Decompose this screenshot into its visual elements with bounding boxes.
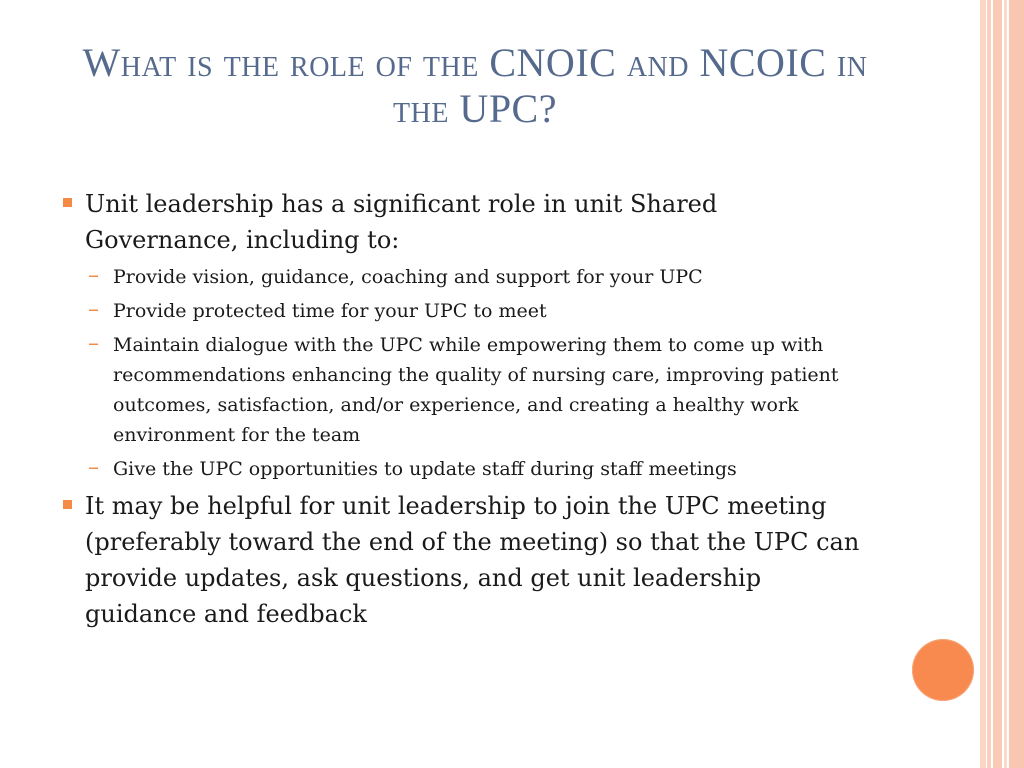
dash-bullet-icon: – [88,263,99,288]
sub-bullet-item [60,330,860,450]
sub-bullet-item [60,262,860,292]
decorative-stripe [980,0,986,768]
decorative-stripe [1004,0,1007,768]
dash-bullet-icon: – [88,455,99,480]
sub-bullet-item [60,454,860,484]
dash-bullet-icon: – [88,297,99,322]
decorative-stripe [1009,0,1024,768]
bullet-text: It may be helpful for unit leadership to join the UPC meeting (preferably toward the end of the meeting) so that the UPC can provide updates, ask questions, and get unit leadership guidance and feedback [85,492,860,628]
decorative-circle [912,639,974,701]
sub-bullet-text: Maintain dialogue with the UPC while empowering them to come up with recommendations enhancing the quality of nursing care, improving patient outcomes, satisfaction, and/or experience, and creating a healthy work environment for the team [113,334,839,446]
slide-body [60,186,860,632]
sub-bullet-text: Give the UPC opportunities to update staff during staff meetings [113,458,737,480]
square-bullet-icon [63,500,72,509]
sub-bullet-text: Provide protected time for your UPC to meet [113,300,547,322]
decorative-stripe [993,0,1002,768]
bullet-item [60,488,860,632]
bullet-item [60,186,860,258]
decorative-stripe [987,0,991,768]
dash-bullet-icon: – [88,331,99,356]
square-bullet-icon [63,198,72,207]
bullet-text: Unit leadership has a significant role in unit Shared Governance, including to: [85,190,718,254]
sub-bullet-list [60,262,860,484]
sub-bullet-text: Provide vision, guidance, coaching and support for your UPC [113,266,703,288]
sub-bullet-item [60,296,860,326]
slide-title: What is the role of the CNOIC and NCOIC in the UPC? [82,40,868,131]
